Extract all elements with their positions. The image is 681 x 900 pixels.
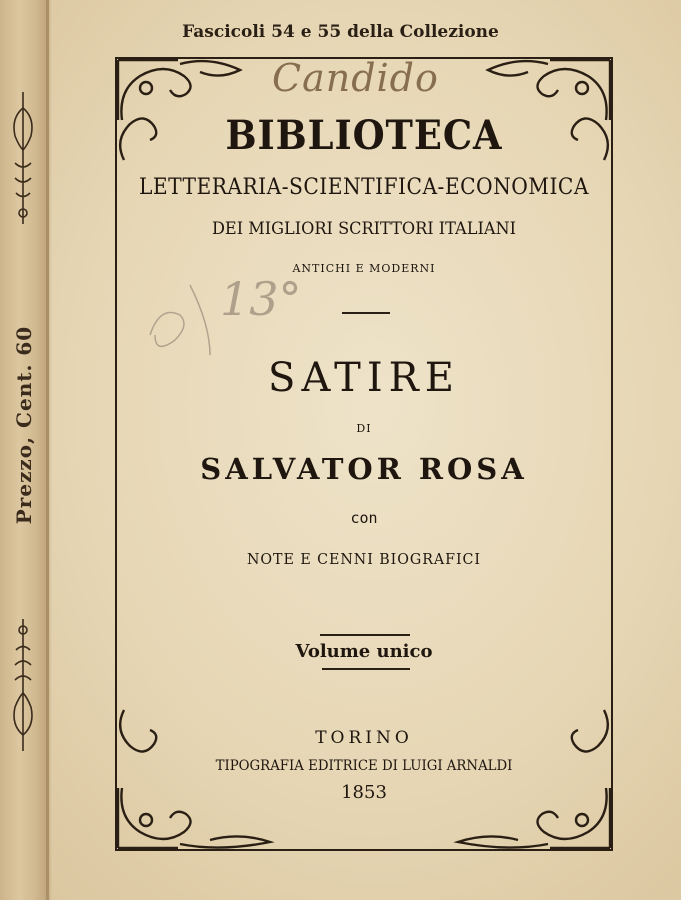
series-subtitle: LETTERARIA-SCIENTIFICA-ECONOMICA xyxy=(139,175,589,200)
work-subtitle: NOTE E CENNI BIOGRAFICI xyxy=(246,550,481,568)
imprint-year: 1853 xyxy=(341,782,387,803)
divider-rule xyxy=(342,312,390,314)
imprint-city: TORINO xyxy=(315,728,413,748)
author-name: SALVATOR ROSA xyxy=(200,452,528,486)
handwritten-name: Candido xyxy=(272,56,439,100)
spine-ornament-bottom-icon xyxy=(6,615,40,755)
by-label: DI xyxy=(356,422,372,435)
series-line: DEI MIGLIORI SCRITTORI ITALIANI xyxy=(211,219,516,239)
spine-price-label-wrap xyxy=(2,300,46,550)
spine-shadow xyxy=(46,0,52,900)
spine-price-label: Prezzo, Cent. 60 xyxy=(12,325,36,525)
series-title: BIBLIOTECA xyxy=(225,112,503,159)
volume-rule-bottom xyxy=(322,668,410,670)
volume-rule-top xyxy=(320,634,410,636)
with-label: con xyxy=(350,509,378,527)
volume-label: Volume unico xyxy=(295,641,433,662)
pencil-note: 13° xyxy=(220,272,302,326)
imprint-publisher: TIPOGRAFIA EDITRICE DI LUIGI ARNALDI xyxy=(215,758,513,774)
work-title: SATIRE xyxy=(268,355,460,401)
collection-header: Fascicoli 54 e 55 della Collezione xyxy=(182,22,499,42)
series-tagline: ANTICHI E MODERNI xyxy=(292,262,436,275)
spine-ornament-top-icon xyxy=(6,88,40,228)
